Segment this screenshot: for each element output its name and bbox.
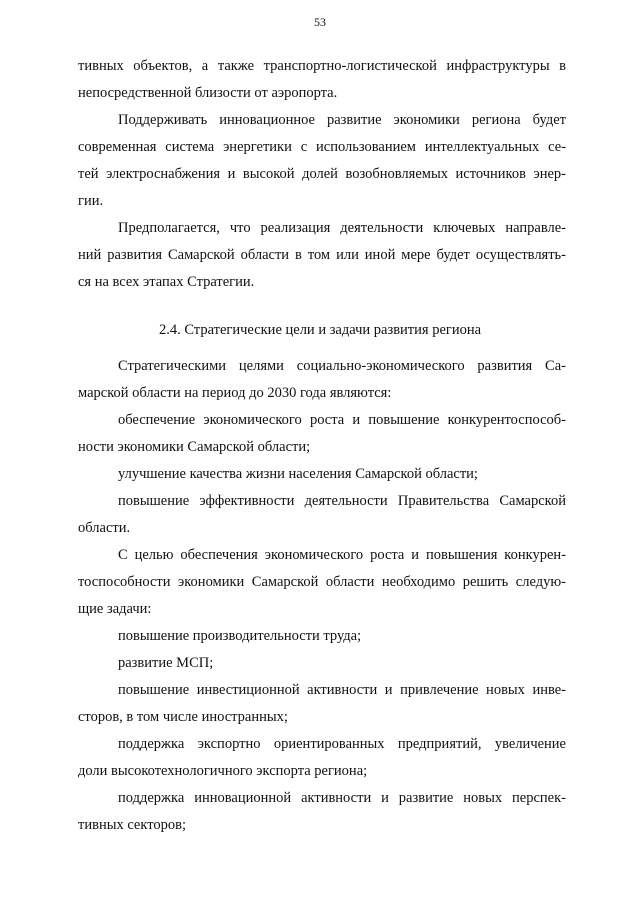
list-item-line: развитие МСП; <box>118 655 214 671</box>
list-item-line: ности экономики Самарской области; <box>78 439 311 455</box>
list-item-line: области. <box>78 520 131 536</box>
text-line: Стратегическими целями социально-экономического развития Са- <box>118 358 566 374</box>
section-heading: 2.4. Стратегические цели и задачи развития региона <box>158 322 482 338</box>
list-item-line: сторов, в том числе иностранных; <box>78 709 288 725</box>
list-item-line: улучшение качества жизни населения Самарской области; <box>118 466 478 482</box>
list-item-line: тивных секторов; <box>78 817 186 833</box>
list-item-line: поддержка экспортно ориентированных предприятий, увеличение <box>118 736 566 752</box>
text-line: гии. <box>78 193 104 209</box>
text-line: Поддерживать инновационное развитие экономики региона будет <box>118 112 566 128</box>
text-line: современная система энергетики с использованием интеллектуальных се- <box>78 139 566 155</box>
text-line: тоспособности экономики Самарской области необходимо решить следую- <box>78 574 566 590</box>
list-item-line: повышение инвестиционной активности и привлечение новых инве- <box>118 682 566 698</box>
text-line: непосредственной близости от аэропорта. <box>78 85 338 101</box>
text-line: тивных объектов, а также транспортно-логистической инфраструктуры в <box>78 58 566 74</box>
text-line: марской области на период до 2030 года являются: <box>78 385 392 401</box>
list-item-line: обеспечение экономического роста и повышение конкурентоспособ- <box>118 412 566 428</box>
list-item-line: доли высокотехнологичного экспорта региона; <box>78 763 368 779</box>
text-line: ний развития Самарской области в том или иной мере будет осуществлять- <box>78 247 566 263</box>
text-line: ся на всех этапах Стратегии. <box>78 274 255 290</box>
list-item-line: повышение производительности труда; <box>118 628 362 644</box>
page-number: 53 <box>314 15 326 29</box>
text-line: Предполагается, что реализация деятельности ключевых направле- <box>118 220 566 236</box>
text-line: С целью обеспечения экономического роста и повышения конкурен- <box>118 547 566 563</box>
text-line: тей электроснабжения и высокой долей возобновляемых источников энер- <box>78 166 566 182</box>
text-line: щие задачи: <box>78 601 152 617</box>
list-item-line: повышение эффективности деятельности Правительства Самарской <box>118 493 566 509</box>
list-item-line: поддержка инновационной активности и развитие новых перспек- <box>118 790 566 806</box>
